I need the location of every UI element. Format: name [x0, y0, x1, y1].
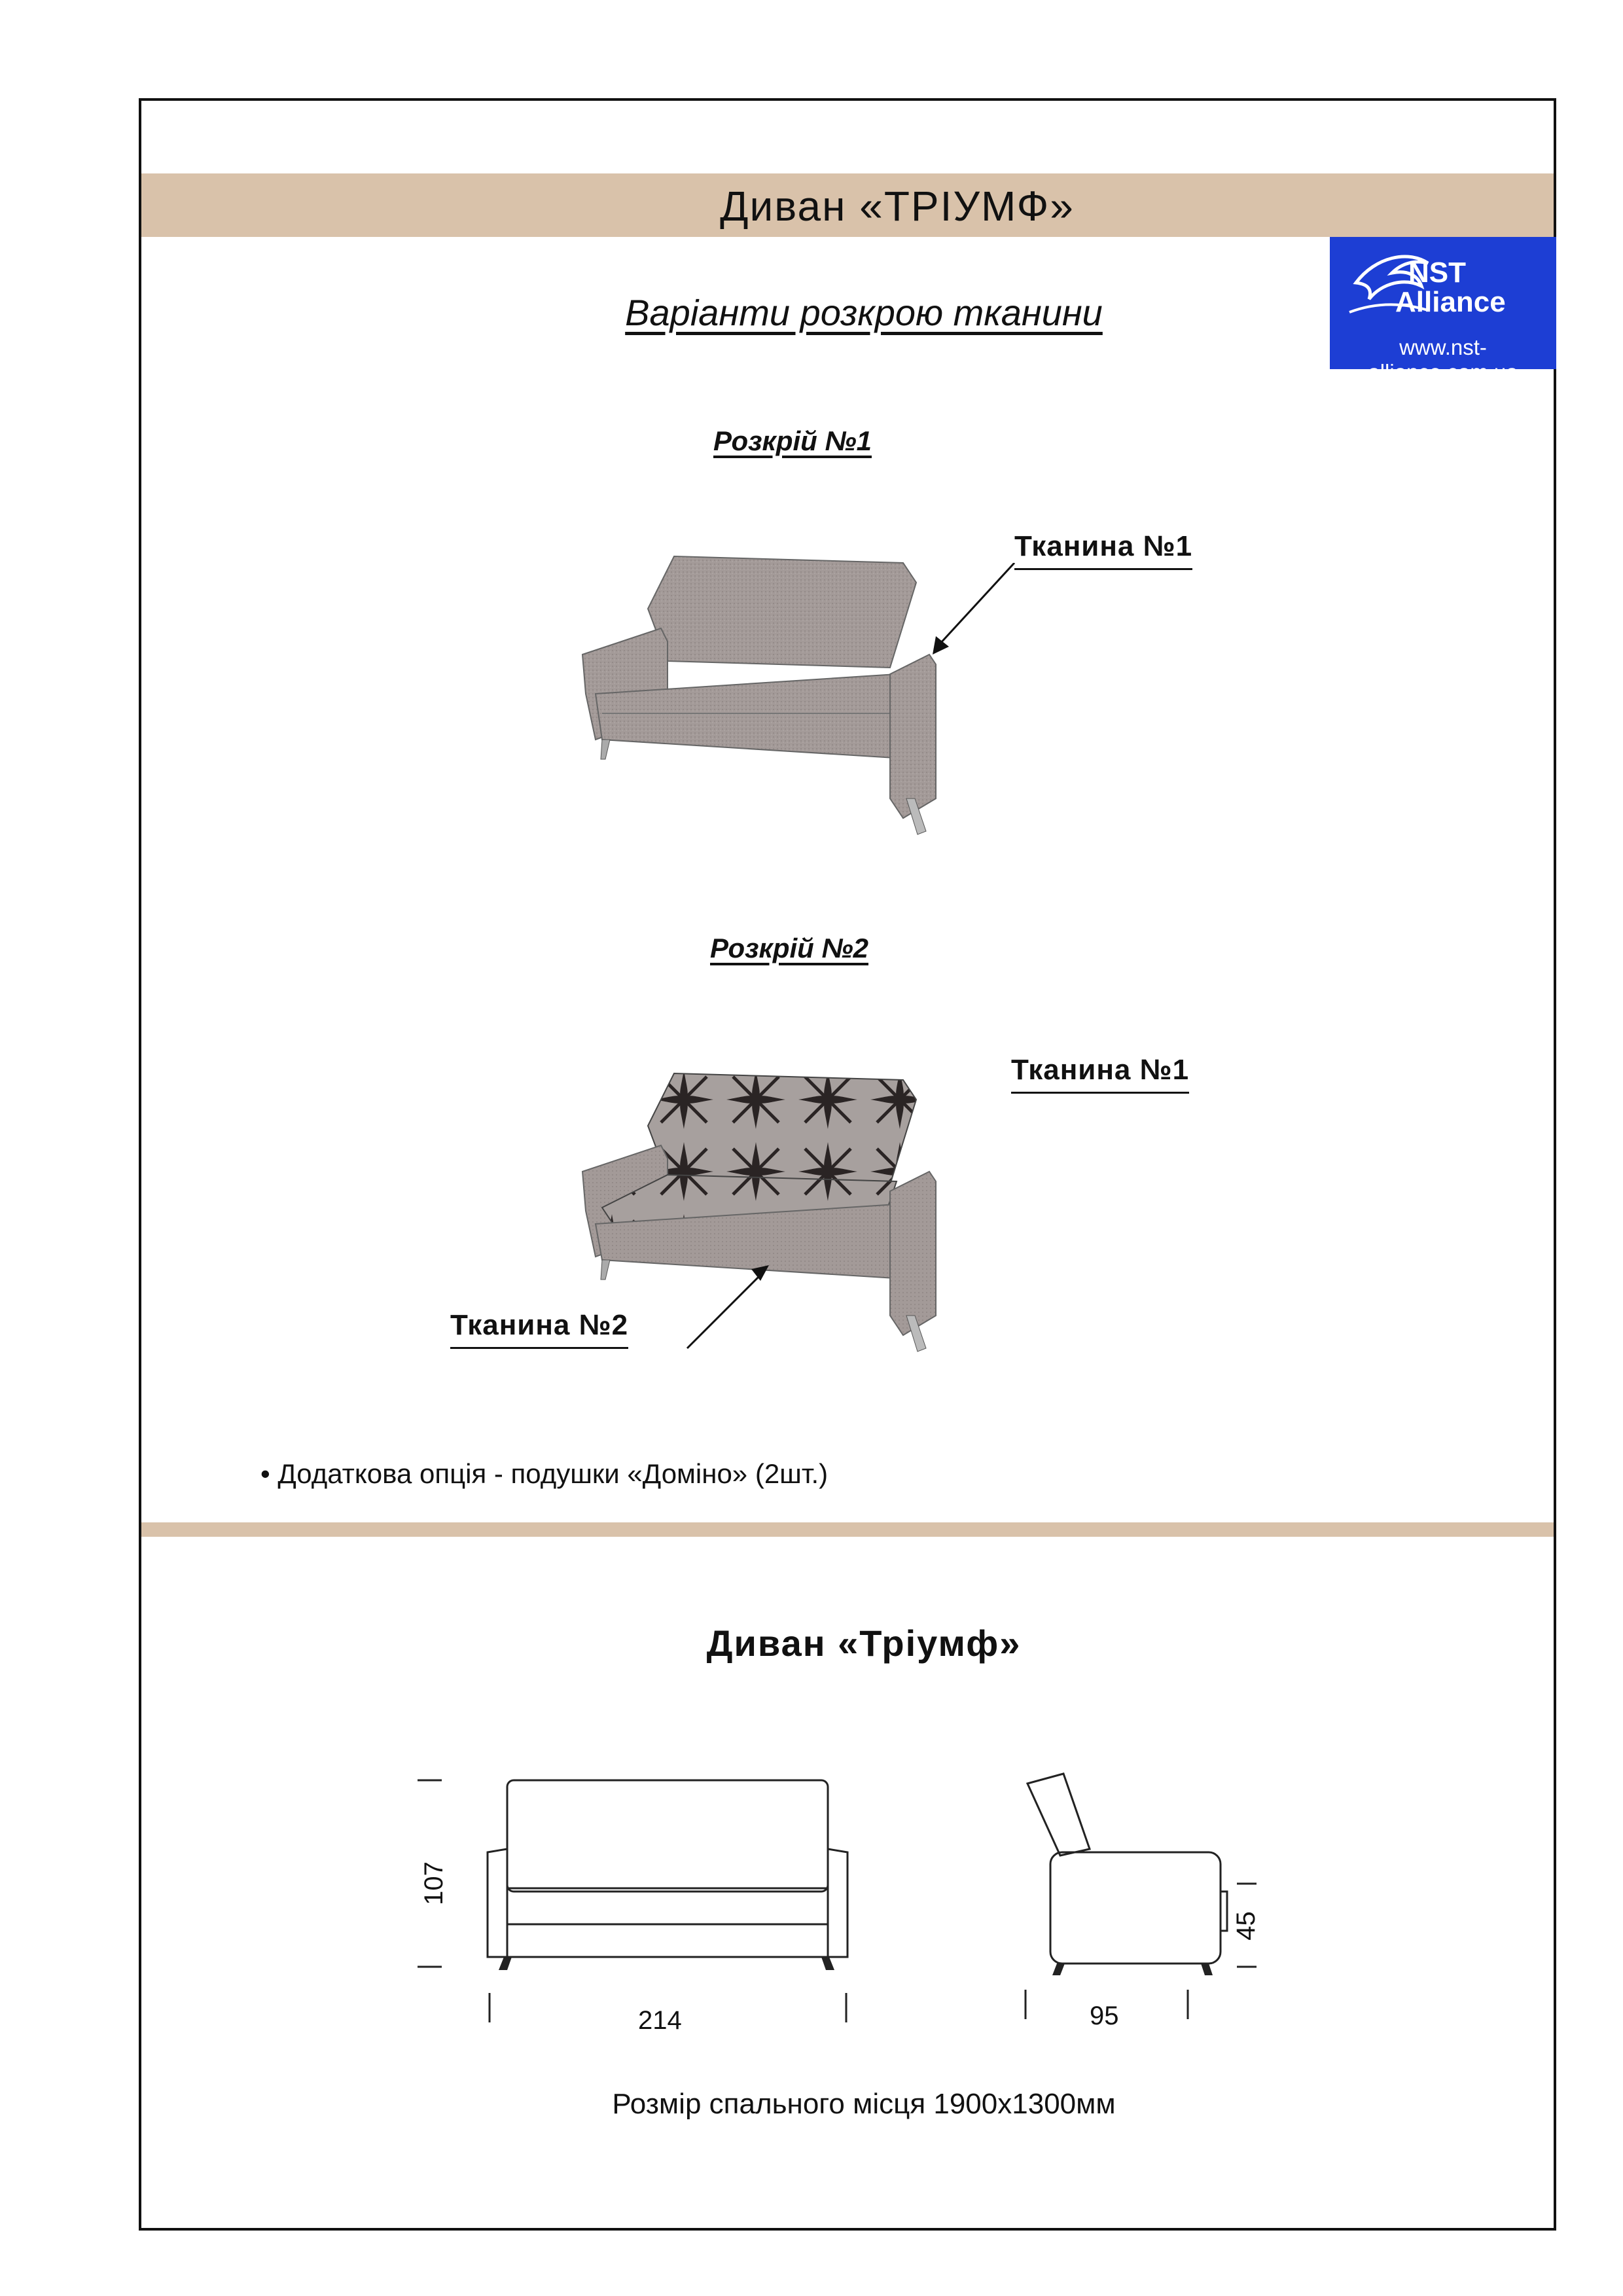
- cut2-arrow-fabric1: [929, 1090, 1099, 1194]
- cut2-fabric1-label: Тканина №1: [1011, 1054, 1189, 1094]
- extra-option-note: • Додаткова опція - подушки «Доміно» (2шт.): [260, 1458, 829, 1489]
- cut2-fabric2-label: Тканина №2: [450, 1309, 628, 1349]
- logo-url: www.nst-alliance.com.ua: [1368, 335, 1518, 384]
- drawing-title: Диван «Тріумф»: [706, 1623, 1022, 1664]
- sleeping-area-size: Розмір спального місця 1900х1300мм: [612, 2088, 1116, 2120]
- cut1-arrow: [929, 563, 1099, 674]
- dim-seat-height: 45: [1231, 1911, 1260, 1941]
- dim-height: 107: [419, 1861, 448, 1905]
- dim-depth: 95: [1090, 2001, 1119, 2030]
- cut2-label: Розкрій №2: [710, 933, 868, 963]
- page-title: Диван «ТРІУМФ»: [720, 183, 1075, 230]
- section-subtitle: Варіанти розкрою тканини: [625, 292, 1103, 333]
- cut1-label: Розкрій №1: [713, 425, 872, 456]
- logo-alliance: Alliance: [1395, 286, 1506, 318]
- side-view-drawing: [1011, 1767, 1286, 2049]
- dim-width: 214: [638, 2006, 682, 2035]
- cut1-fabric1-label: Тканина №1: [1014, 530, 1192, 570]
- divider-band: [141, 1522, 1554, 1537]
- cut2-arrow-fabric2: [681, 1260, 812, 1358]
- logo-nst: NST: [1408, 257, 1466, 289]
